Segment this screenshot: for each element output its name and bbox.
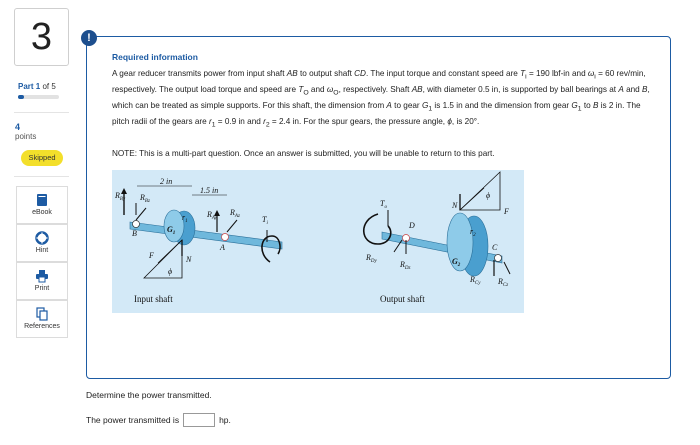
divider — [14, 112, 69, 113]
ebook-label: eBook — [32, 209, 52, 216]
references-button[interactable] — [16, 300, 68, 338]
rdy-label: $R_{Dy}$ — [366, 253, 377, 264]
part-label: Part 1 — [18, 82, 41, 91]
ebook-button[interactable] — [16, 186, 68, 224]
required-info-title: Required information — [112, 52, 198, 62]
book-icon — [35, 193, 49, 207]
g2-label: $G_2$ — [452, 257, 461, 268]
b-label: B — [132, 229, 137, 238]
n-left-label: N — [186, 255, 192, 264]
part-indicator — [18, 82, 56, 91]
divider — [14, 176, 69, 177]
rdz-label: $R_{Dz}$ — [400, 260, 411, 271]
points-value: 4 — [15, 122, 21, 132]
rcz-label: $R_{Cz}$ — [498, 277, 509, 288]
question-number: 3 — [14, 8, 69, 66]
answer-unit: hp. — [219, 415, 231, 425]
to-label: $T_o$ — [380, 199, 387, 210]
rcy-label: $R_{Cy}$ — [470, 275, 481, 286]
documents-icon — [35, 307, 49, 321]
c-label: C — [492, 243, 498, 252]
output-shaft-caption: Output shaft — [380, 294, 425, 304]
ti-label: $T_i$ — [262, 215, 268, 226]
rbz-label: $R_{Bz}$ — [140, 193, 150, 204]
r2-label: $r_2$ — [470, 227, 476, 238]
answer-row — [86, 413, 231, 427]
print-label: Print — [34, 285, 50, 292]
multi-part-note: NOTE: This is a multi-part question. Once an answer is submitted, you will be unable to return to this part. — [112, 149, 495, 158]
part-progress-bar — [18, 95, 59, 99]
r1-label: $r_1$ — [182, 213, 188, 224]
question-prompt: Determine the power transmitted. — [86, 390, 212, 400]
f-left-label: F — [149, 251, 154, 260]
raz-label: $R_{Az}$ — [230, 208, 240, 219]
shaft-figure — [112, 170, 524, 313]
alert-icon: ! — [81, 30, 97, 46]
dim-1.5in-label: 1.5 in — [200, 186, 219, 195]
answer-prefix: The power transmitted is — [86, 415, 180, 425]
g1-label: $G_1$ — [167, 225, 176, 236]
print-button[interactable] — [16, 262, 68, 300]
dim-2in-label: 2 in — [160, 177, 173, 186]
a-label: A — [220, 243, 225, 252]
ray-label: $R_{Ay}$ — [207, 210, 217, 221]
phi-right-label: ϕ — [486, 191, 491, 200]
phi-left-label: ϕ — [168, 267, 173, 276]
status-badge: Skipped — [21, 150, 63, 166]
d-label: D — [409, 221, 415, 230]
f-right-label: F — [504, 207, 509, 216]
lifebuoy-icon — [35, 231, 49, 245]
printer-icon — [35, 269, 49, 283]
input-shaft-caption: Input shaft — [134, 294, 173, 304]
points-label: points — [15, 132, 37, 141]
hint-label: Hint — [35, 247, 49, 254]
input-shaft-diagram — [114, 177, 282, 304]
power-answer-input[interactable] — [183, 413, 215, 427]
n-right-label: N — [452, 201, 458, 210]
problem-statement: A gear reducer transmits power from input shaft AB to output shaft CD. The input torque and constant speed are $T_i = 190$ lbf-in and $\omega_i = 60$ rev/min, respectively. The output load torque and speed are $T_O$ and $\omega_O$, respectively. Shaft AB, with diameter 0.5 in, is supported by ball bearings at A and B, which can be treated as simple supports. For this shaft, the dimension from A to gear $G_1$ is 1.5 in and the dimension from gear $G_1$ to B is 2 in. The pitch radii of the gears are $r_1 = 0.9$ in and $r_2 = 2.4$ in. For the spur gears, the pressure angle, ϕ, is 20°. — [112, 69, 650, 129]
part-of-text: of 5 — [42, 82, 56, 91]
part-progress-fill — [18, 95, 24, 99]
references-label: References — [24, 323, 60, 330]
hint-button[interactable] — [16, 224, 68, 262]
output-shaft-diagram — [364, 172, 510, 304]
rby-label: $R_{By}$ — [115, 191, 126, 202]
